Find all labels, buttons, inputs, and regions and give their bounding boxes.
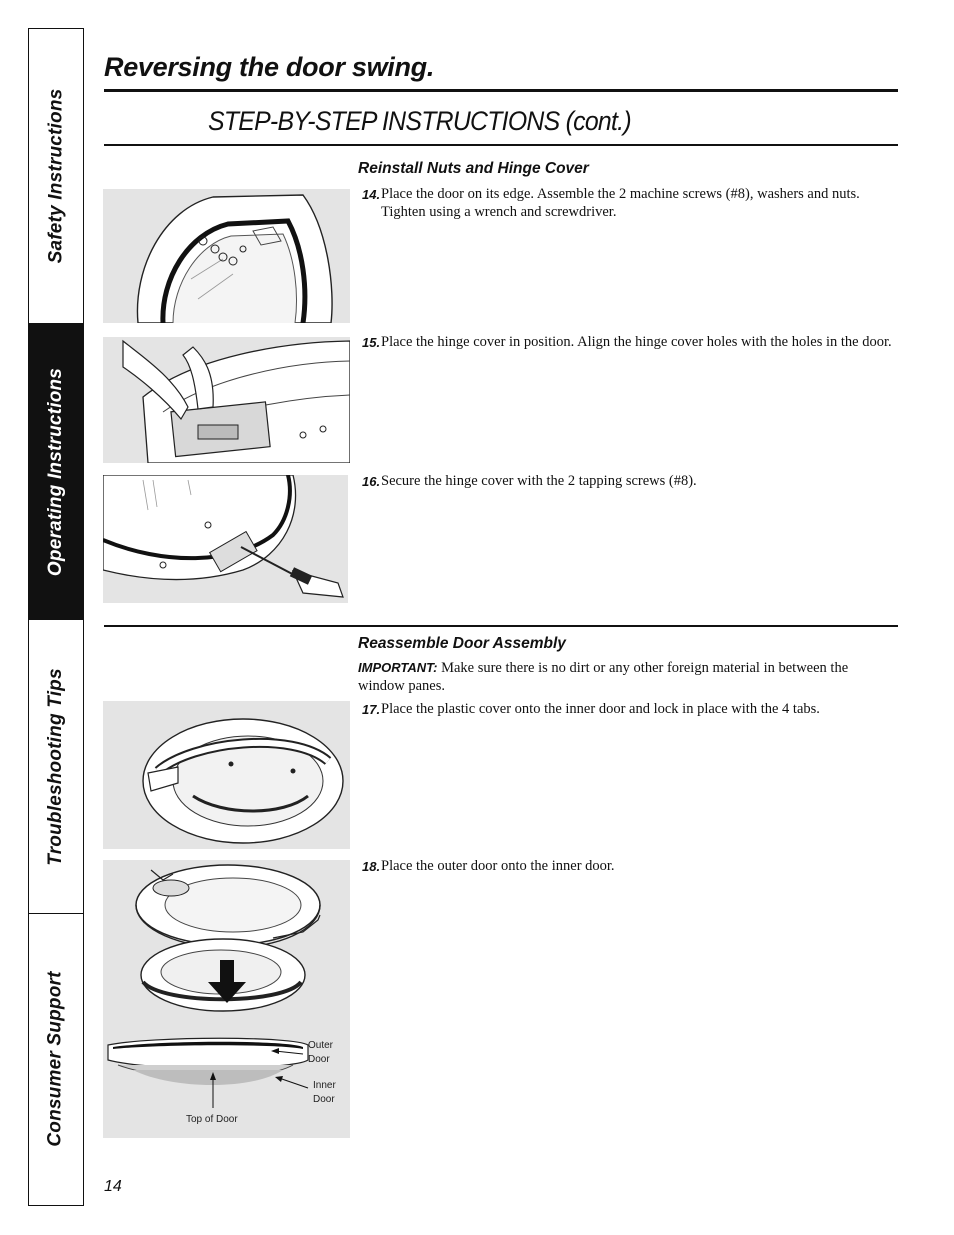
tab-consumer-support[interactable]: Consumer Support	[29, 913, 83, 1204]
section-heading-reassemble: Reassemble Door Assembly	[358, 635, 566, 652]
step-text: Place the door on its edge. Assemble the 2 machine screws (#8), washers and nuts. Tighten using a wrench and screwdriver.	[381, 186, 860, 220]
label-outer-door-1: Outer	[308, 1040, 334, 1051]
tab-operating-instructions[interactable]: Operating Instructions	[29, 323, 83, 619]
tab-troubleshooting-tips[interactable]: Troubleshooting Tips	[29, 619, 83, 913]
label-outer-door-2: Door	[308, 1054, 330, 1065]
step-number: 17.	[362, 702, 381, 717]
page-number: 14	[104, 1178, 122, 1195]
figure-door-on-edge	[103, 189, 350, 323]
figure-outer-door-onto-inner	[103, 860, 350, 1138]
step-16	[362, 472, 892, 490]
figure-secure-hinge-cover	[103, 475, 348, 603]
page-subtitle: STEP-BY-STEP INSTRUCTIONS (cont.)	[208, 106, 631, 136]
step-18	[362, 857, 892, 875]
label-inner-door-2: Door	[313, 1094, 335, 1105]
section-rule	[104, 625, 898, 627]
label-inner-door-1: Inner	[313, 1080, 336, 1091]
step-text: Place the hinge cover in position. Align the hinge cover holes with the holes in the door.	[381, 334, 892, 350]
step-number: 16.	[362, 474, 381, 489]
important-note	[358, 659, 858, 695]
step-number: 18.	[362, 859, 381, 874]
page-title: Reversing the door swing.	[104, 52, 435, 82]
important-label: IMPORTANT:	[358, 660, 438, 675]
important-text: Make sure there is no dirt or any other foreign material in between the window panes.	[358, 660, 849, 694]
tab-safety-instructions[interactable]: Safety Instructions	[45, 88, 66, 264]
step-text: Secure the hinge cover with the 2 tapping screws (#8).	[381, 473, 697, 489]
title-rule	[104, 89, 898, 92]
side-tabs	[28, 28, 84, 1206]
step-14	[362, 185, 892, 221]
section-heading-reinstall: Reinstall Nuts and Hinge Cover	[358, 160, 589, 177]
figure-hinge-cover-position	[103, 337, 350, 463]
step-text: Place the plastic cover onto the inner door and lock in place with the 4 tabs.	[381, 701, 820, 717]
figure-plastic-cover	[103, 701, 350, 849]
label-top-of-door: Top of Door	[186, 1114, 238, 1125]
step-number: 14.	[362, 187, 381, 202]
subtitle-rule	[104, 144, 898, 146]
step-number: 15.	[362, 335, 381, 350]
step-text: Place the outer door onto the inner door.	[381, 858, 615, 874]
step-15	[362, 333, 892, 351]
step-17	[362, 700, 842, 718]
